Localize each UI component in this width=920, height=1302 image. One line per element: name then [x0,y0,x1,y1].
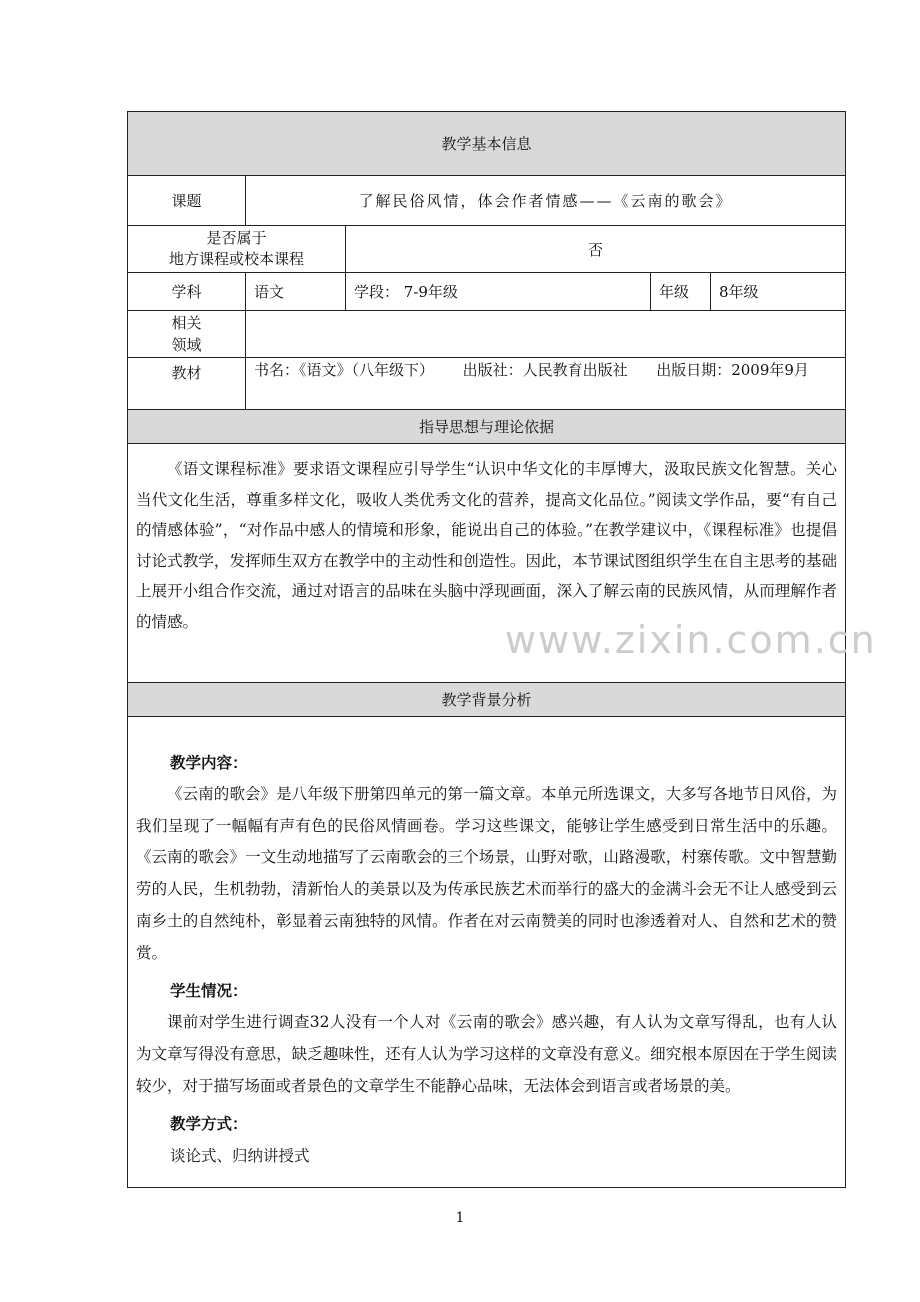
local-course-label-line1: 是否属于 [206,229,267,247]
page-number: 1 [455,1210,465,1226]
field-label-line2: 领域 [171,336,202,354]
grade-label: 年级 [651,273,711,311]
textbook-value: 书名：《语文》（八年级下） 出版社：人民教育出版社 出版日期：2009年9月 [246,358,846,410]
local-course-value: 否 [346,226,846,273]
subject-value: 语文 [246,273,346,311]
basic-info-header: 教学基本信息 [128,112,846,176]
students-heading: 学生情况： [170,982,248,1001]
textbook-label: 教材 [128,358,246,410]
stage-value: 学段： 7-9年级 [346,273,651,311]
background-cell [128,717,846,1188]
content-heading: 教学内容： [170,754,248,772]
students-text: 课前对学生进行调查32人没有一个人对《云南的歌会》感兴趣，有人认为文章写得乱，也有人认为文章写得没有意思，缺乏趣味性，还有人认为学习这样的文章没有意义。细究根本原因在于学生阅读较少，对于描写场面或者景色的文章学生不能静心品味，无法体会到语言或者场景的美。 [136,1013,838,1095]
local-course-label-line2: 地方课程或校本课程 [168,250,304,268]
field-label [128,311,246,358]
subject-label: 学科 [128,273,246,311]
local-course-label [128,226,346,273]
topic-value: 了解民俗风情，体会作者情感——《云南的歌会》 [246,176,846,226]
field-value [246,311,846,358]
watermark: www.zixin.com.cn [505,618,877,662]
guiding-header: 指导思想与理论依据 [128,410,846,444]
guiding-text: 《语文课程标准》要求语文课程应引导学生“认识中华文化的丰厚博大，汲取民族文化智慧。关心当代文化生活，尊重多样文化，吸收人类优秀文化的营养，提高文化品位。”阅读文学作品，要“有自己的情感体验”，“对作品中感人的情境和形象，能说出自己的体验。”在教学建议中，《课程标准》也提倡讨论式教学，发挥师生双方在教学中的主动性和创造性。因此，本节课试图组织学生在自主思考的基础上展开小组合作交流，通过对语言的品味在头脑中浮现画面，深入了解云南的民族风情，从而理解作者的情感。 [136,460,838,631]
content-text: 《云南的歌会》是八年级下册第四单元的第一篇文章。本单元所选课文，大多写各地节日风俗，为我们呈现了一幅幅有声有色的民俗风情画卷。学习这些课文，能够让学生感受到日常生活中的乐趣。《云南的歌会》一文生动地描写了云南歌会的三个场景，山野对歌，山路漫歌，村寨传歌。文中智慧勤劳的人民，生机勃勃，清新怡人的美景以及为传承民族艺术而举行的盛大的金满斗会无不让人感受到云南乡土的自然纯朴，彰显着云南独特的风情。作者在对云南赞美的同时也渗透着对人、自然和艺术的赞赏。 [136,785,838,962]
method-text: 谈论式、归纳讲授式 [170,1147,310,1166]
topic-label: 课题 [128,176,246,226]
field-label-line1: 相关 [171,314,202,332]
grade-value: 8年级 [711,273,846,311]
method-heading: 教学方式： [170,1115,248,1134]
background-header: 教学背景分析 [128,683,846,717]
